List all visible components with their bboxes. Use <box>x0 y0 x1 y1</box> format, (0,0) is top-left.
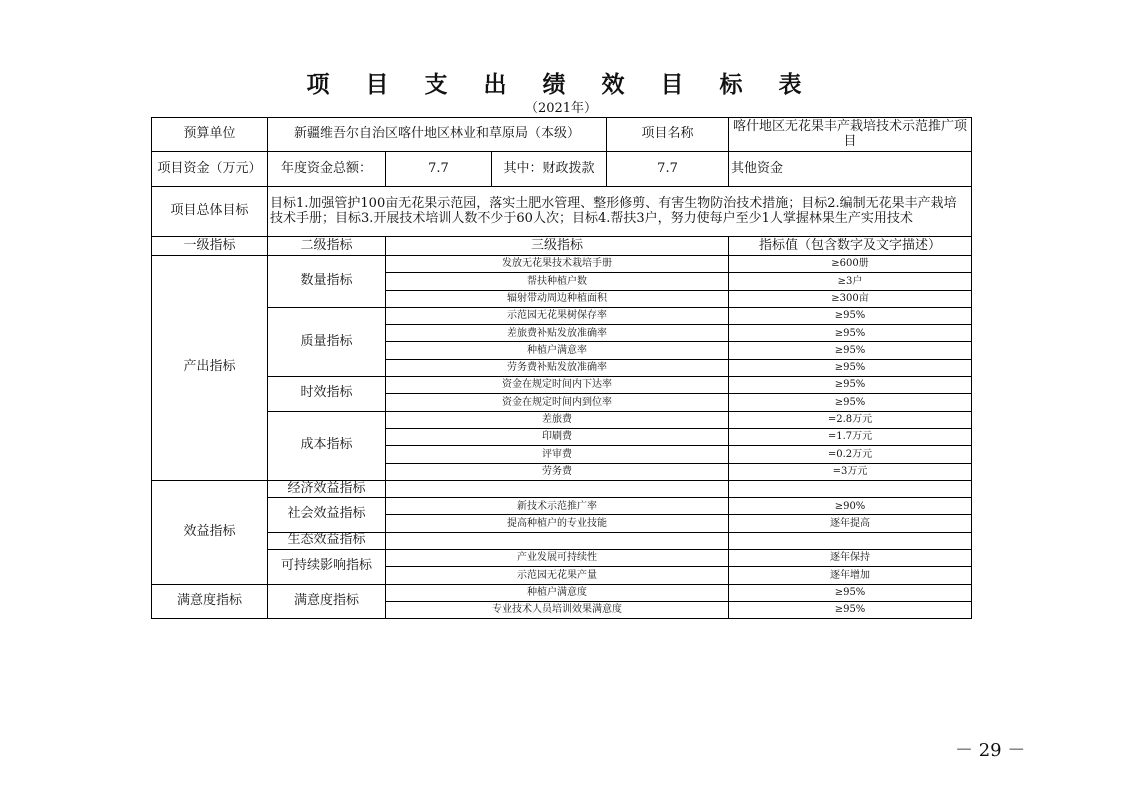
column-header-level1: 一级指标 <box>152 237 268 256</box>
level2-indicator: 社会效益指标 <box>268 498 386 533</box>
level3-indicator: 劳务费补贴发放准确率 <box>386 359 729 376</box>
table-row <box>152 377 972 394</box>
level3-indicator: 种植户满意度 <box>386 584 729 601</box>
level3-indicator: 新技术示范推广率 <box>386 498 729 515</box>
indicator-value: ≥95% <box>729 307 972 324</box>
level1-indicator: 效益指标 <box>152 480 268 584</box>
annual-total-label: 年度资金总额： <box>268 152 386 187</box>
level2-indicator: 经济效益指标 <box>268 480 386 497</box>
indicator-value: ≥95% <box>729 377 972 394</box>
level3-indicator <box>386 532 729 549</box>
indicator-value: ≥95% <box>729 342 972 359</box>
table-row <box>152 584 972 601</box>
indicator-value: =0.2万元 <box>729 446 972 463</box>
column-header-level2: 二级指标 <box>268 237 386 256</box>
table-row <box>152 411 972 428</box>
level3-indicator: 资金在规定时间内到位率 <box>386 394 729 411</box>
level3-indicator: 示范园无花果树保存率 <box>386 307 729 324</box>
indicator-value: ≥300亩 <box>729 290 972 307</box>
table-row <box>152 498 972 515</box>
level3-indicator: 资金在规定时间内下达率 <box>386 377 729 394</box>
level3-indicator: 提高种植户的专业技能 <box>386 515 729 532</box>
table-row <box>152 256 972 273</box>
other-funds-label: 其他资金 <box>731 160 784 176</box>
project-name-value: 喀什地区无花果丰产栽培技术示范推广项目 <box>729 118 972 152</box>
fiscal-appropriation-label: 其中：财政拨款 <box>492 152 607 187</box>
level3-indicator: 示范园无花果产量 <box>386 567 729 584</box>
level3-indicator: 评审费 <box>386 446 729 463</box>
indicator-value: ≥95% <box>729 325 972 342</box>
indicator-value: ≥90% <box>729 498 972 515</box>
performance-target-table <box>151 117 972 619</box>
annual-total-value: 7.7 <box>386 152 492 187</box>
level3-indicator: 辐射带动周边种植面积 <box>386 290 729 307</box>
overall-goal-label: 项目总体目标 <box>152 187 268 237</box>
level1-indicator: 产出指标 <box>152 256 268 481</box>
year-label: （2021年） <box>524 101 598 116</box>
indicator-value: =2.8万元 <box>729 411 972 428</box>
table-row <box>152 532 972 549</box>
level2-indicator: 数量指标 <box>268 256 386 308</box>
level3-indicator: 产业发展可持续性 <box>386 550 729 567</box>
indicator-value <box>729 480 972 497</box>
project-funds-label: 项目资金（万元） <box>152 152 268 187</box>
level3-indicator: 帮扶种植户数 <box>386 273 729 290</box>
indicator-value: ≥95% <box>729 394 972 411</box>
level2-indicator: 成本指标 <box>268 411 386 480</box>
level2-indicator: 可持续影响指标 <box>268 550 386 585</box>
indicator-value: =3万元 <box>729 463 972 480</box>
page-number: － 29 － <box>955 740 1026 761</box>
budget-unit-label: 预算单位 <box>152 118 268 152</box>
table-row <box>152 307 972 324</box>
indicator-value: 逐年提高 <box>729 515 972 532</box>
column-header-level3: 三级指标 <box>386 237 729 256</box>
indicator-value <box>729 532 972 549</box>
column-header-value: 指标值（包含数字及文字描述） <box>729 237 972 256</box>
indicator-value: ≥3户 <box>729 273 972 290</box>
page-title: 项 目 支 出 绩 效 目 标 表 <box>306 71 816 98</box>
indicator-value: 逐年保持 <box>729 550 972 567</box>
level2-indicator: 时效指标 <box>268 377 386 412</box>
indicator-value: ≥95% <box>729 359 972 376</box>
level2-indicator: 生态效益指标 <box>268 532 386 549</box>
overall-goal-text: 目标1.加强管护100亩无花果示范园，落实土肥水管理、整形修剪、有害生物防治技术措施；目标2.编制无花果丰产栽培技术手册；目标3.开展技术培训人数不少于60人次；目标4.帮扶3户，努力使每户至少1人掌握林果生产实用技术 <box>268 187 972 237</box>
level3-indicator: 差旅费 <box>386 411 729 428</box>
level3-indicator: 印刷费 <box>386 428 729 445</box>
table-row <box>152 480 972 497</box>
level3-indicator: 差旅费补贴发放准确率 <box>386 325 729 342</box>
level2-indicator: 满意度指标 <box>268 584 386 619</box>
level3-indicator: 劳务费 <box>386 463 729 480</box>
indicator-value: ≥95% <box>729 584 972 601</box>
level3-indicator <box>386 480 729 497</box>
indicator-value: ≥600册 <box>729 256 972 273</box>
level3-indicator: 专业技术人员培训效果满意度 <box>386 601 729 618</box>
indicator-value: ≥95% <box>729 601 972 618</box>
level1-indicator: 满意度指标 <box>152 584 268 619</box>
other-funds-cell <box>729 152 972 187</box>
level3-indicator: 种植户满意率 <box>386 342 729 359</box>
budget-unit-value: 新疆维吾尔自治区喀什地区林业和草原局（本级） <box>268 118 607 152</box>
table-row <box>152 550 972 567</box>
level3-indicator: 发放无花果技术栽培手册 <box>386 256 729 273</box>
fiscal-appropriation-value: 7.7 <box>607 152 729 187</box>
level2-indicator: 质量指标 <box>268 307 386 376</box>
indicator-value: =1.7万元 <box>729 428 972 445</box>
project-name-label: 项目名称 <box>607 118 729 152</box>
indicator-value: 逐年增加 <box>729 567 972 584</box>
